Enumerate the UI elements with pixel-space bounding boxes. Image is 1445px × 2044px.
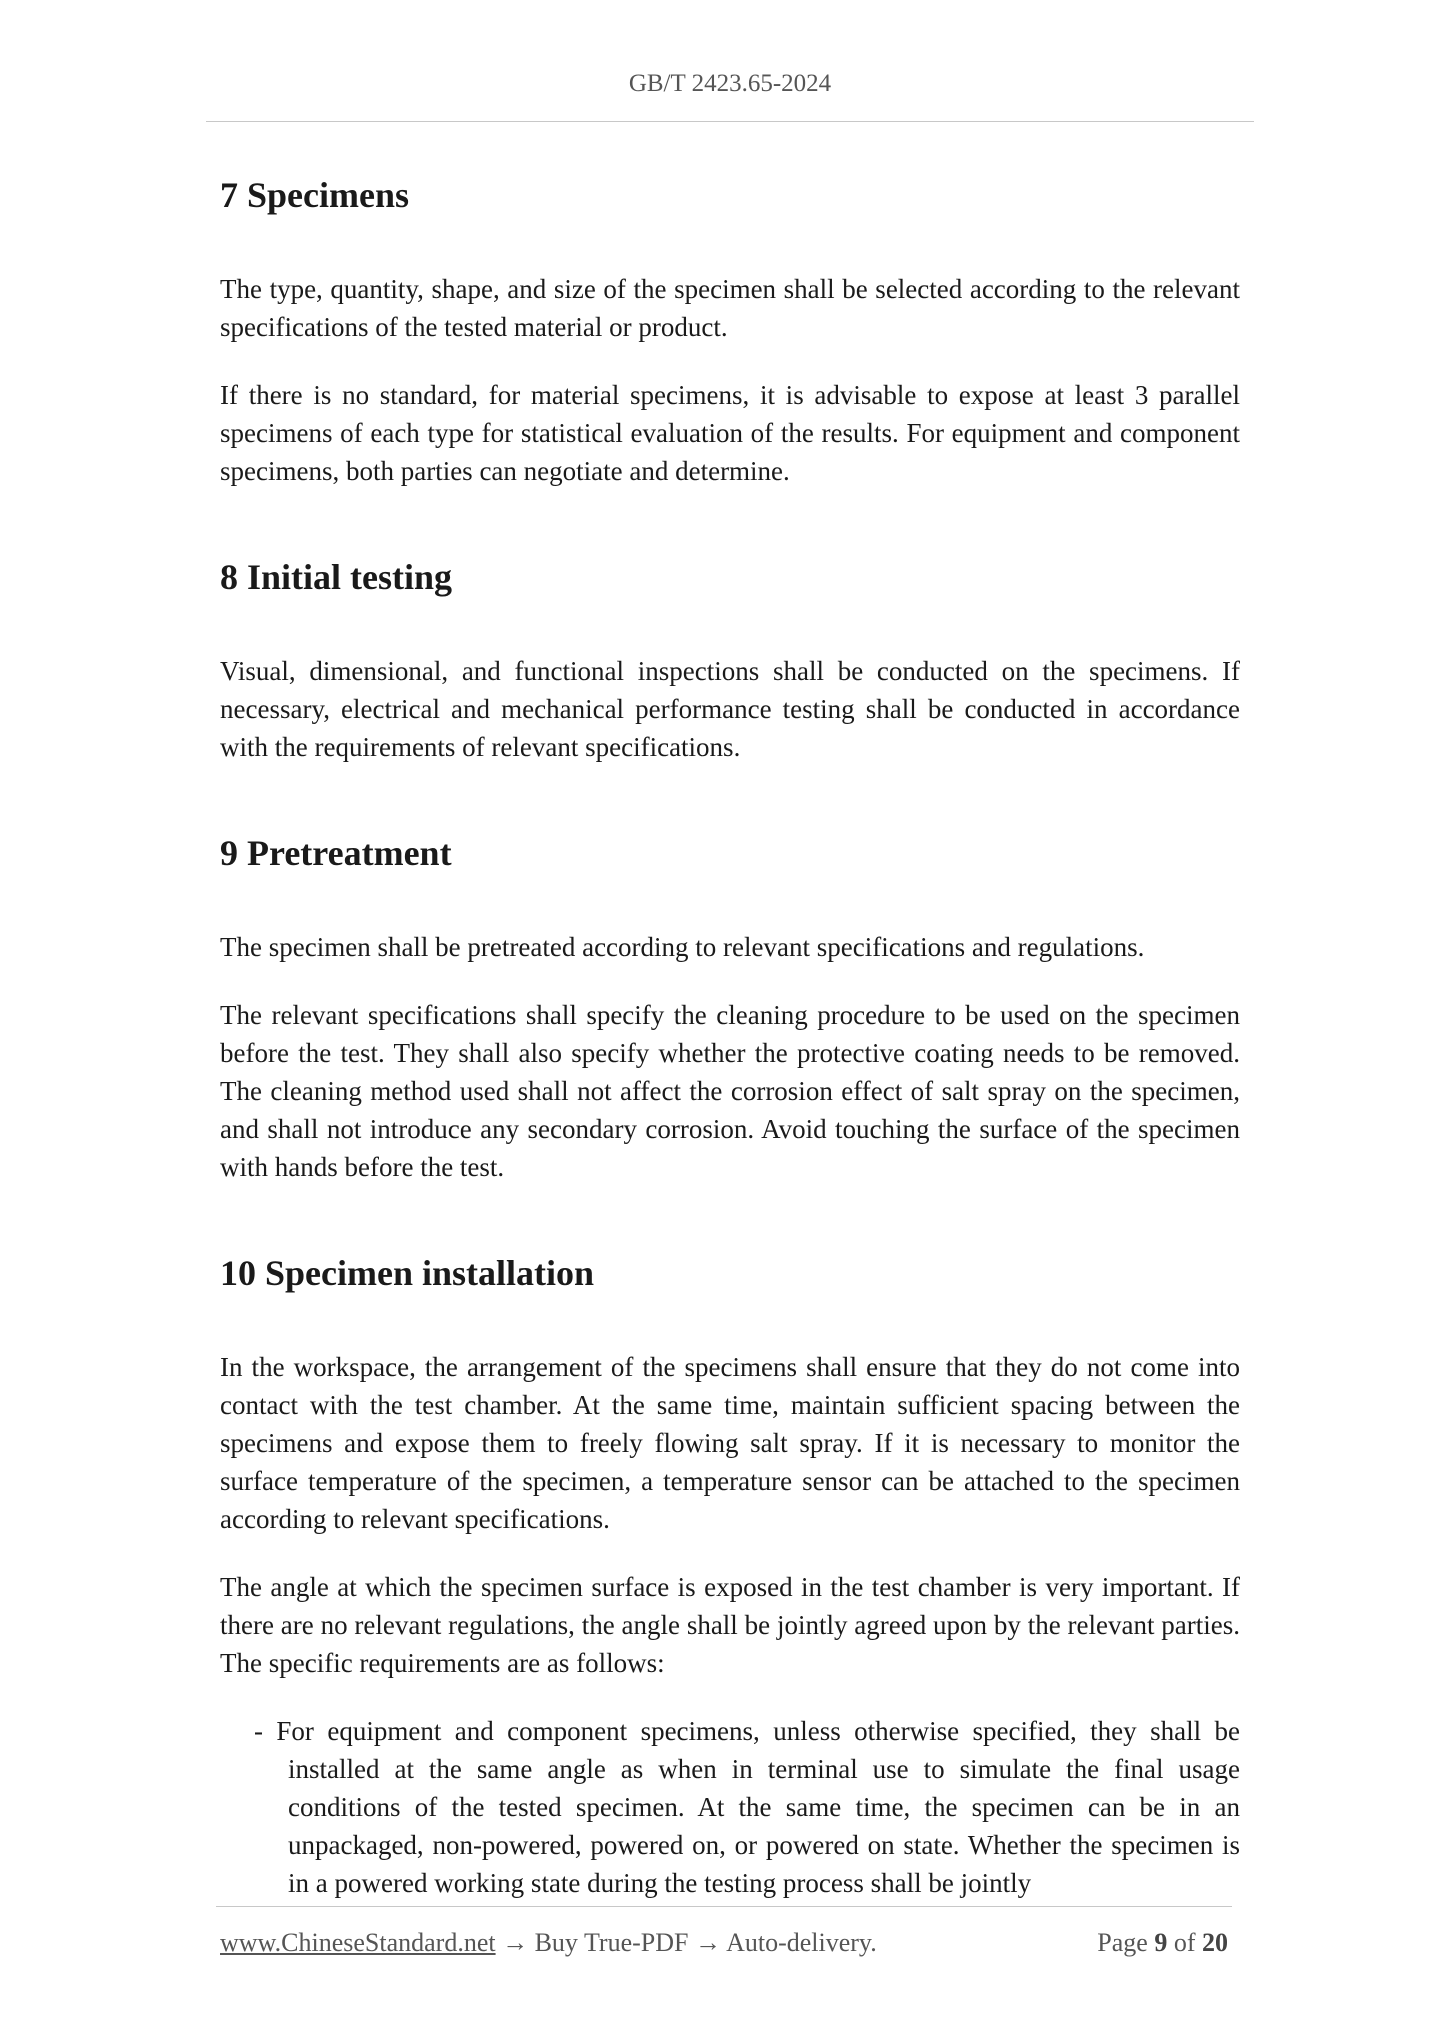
- section-10-paragraph-1: In the workspace, the arrangement of the specimens shall ensure that they do not come into contact with the test chamber. At the same time, maintain sufficient spacing between the specimens and expose them to freely flowing salt spray. If it is necessary to monitor the surface temperature of the specimen, a temperature sensor can be attached to the specimen according to relevant specifications.: [220, 1352, 1240, 1534]
- section-10-paragraph-2: The angle at which the specimen surface is exposed in the test chamber is very important. If there are no relevant regulations, the angle shall be jointly agreed upon by the relevant parties. The specific requirements are as follows:: [220, 1572, 1240, 1678]
- page-content: [220, 168, 1240, 1902]
- section-9-paragraph-1: The specimen shall be pretreated according to relevant specifications and regulations.: [220, 932, 1145, 962]
- section-10-list-item-1: - For equipment and component specimens, unless otherwise specified, they shall be installed at the same angle as when in terminal use to simulate the final usage conditions of the tested specimen. At the same time, the specimen can be in an unpackaged, non-powered, powered on, or powered on state. Whether the specimen is in a powered working state during the testing process shall be jointly: [254, 1716, 1240, 1898]
- section-7-paragraph-1: The type, quantity, shape, and size of the specimen shall be selected according to the relevant specifications of the tested material or product.: [220, 274, 1240, 342]
- total-pages: 20: [1202, 1928, 1228, 1957]
- buy-true-pdf-text: Buy True-PDF: [534, 1928, 689, 1957]
- section-7-paragraph-2: If there is no standard, for material specimens, it is advisable to expose at least 3 parallel specimens of each type for statistical evaluation of the results. For equipment and component specimens, both parties can negotiate and determine.: [220, 380, 1240, 486]
- auto-delivery-text: Auto-delivery.: [726, 1928, 877, 1957]
- arrow-right-icon: →: [502, 1928, 529, 1957]
- section-8-title: 8 Initial testing: [220, 557, 453, 597]
- section-9-paragraph-2: The relevant specifications shall specify the cleaning procedure to be used on the specimen before the test. They shall also specify whether the protective coating needs to be removed. The cleaning method used shall not affect the corrosion effect of salt spray on the specimen, and shall not introduce any secondary corrosion. Avoid touching the surface of the specimen with hands before the test.: [220, 1000, 1240, 1182]
- page-number: 9: [1154, 1928, 1168, 1957]
- chinesestandard-link[interactable]: www.ChineseStandard.net: [220, 1928, 496, 1957]
- section-7-title: 7 Specimens: [220, 175, 409, 215]
- header-divider: [206, 121, 1254, 122]
- of-label: of: [1173, 1928, 1196, 1957]
- page-indicator: [1097, 1928, 1228, 1958]
- section-9-title: 9 Pretreatment: [220, 833, 452, 873]
- footer-divider: [216, 1906, 1232, 1907]
- section-8-paragraph-1: Visual, dimensional, and functional inspections shall be conducted on the specimens. If necessary, electrical and mechanical performance testing shall be conducted in accordance with the requirements of relevant specifications.: [220, 656, 1240, 762]
- section-10-title: 10 Specimen installation: [220, 1253, 595, 1293]
- footer-links: [220, 1928, 877, 1958]
- arrow-right-icon: →: [695, 1928, 721, 1957]
- document-header: GB/T 2423.65-2024: [628, 70, 832, 97]
- page-label: Page: [1097, 1928, 1148, 1957]
